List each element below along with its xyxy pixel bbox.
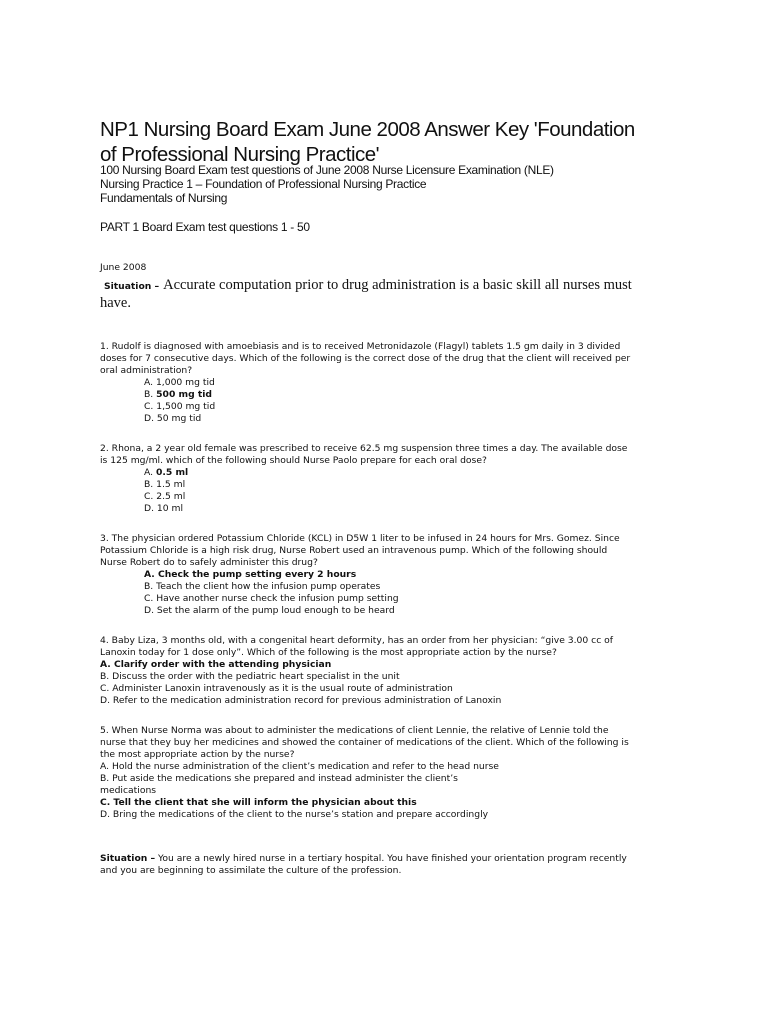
- option-a-answer: A. 0.5 ml: [144, 467, 189, 478]
- question-stem: 4. Baby Liza, 3 months old, with a congenital heart deformity, has an order from her physician: “give 3.00 cc of: [100, 635, 614, 646]
- question-stem: Potassium Chloride is a high risk drug, Nurse Robert used an intravenous pump. Which of the following should: [100, 545, 608, 556]
- question-1: [100, 341, 665, 425]
- option-a-answer: A. Clarify order with the attending physician: [100, 659, 332, 670]
- part-heading: PART 1 Board Exam test questions 1 - 50: [100, 220, 310, 234]
- option-c: C. 2.5 ml: [144, 491, 186, 502]
- question-stem: 1. Rudolf is diagnosed with amoebiasis and is to received Metronidazole (Flagyl) tablets 1.5 gm daily in 3 divided: [100, 341, 621, 352]
- page-title: [100, 117, 700, 167]
- situation-text: Accurate computation prior to drug administration is a basic skill all nurses must: [163, 277, 632, 293]
- option-d: D. Refer to the medication administration record for previous administration of Lanoxin: [100, 695, 502, 706]
- situation-1: [100, 276, 660, 312]
- situation-label: Situation –: [104, 281, 160, 292]
- subtitle-subject: Fundamentals of Nursing: [100, 191, 228, 205]
- situation-text-cont: have.: [100, 295, 131, 311]
- question-3: [100, 533, 665, 617]
- title-line-2: of Professional Nursing Practice': [100, 143, 380, 166]
- question-stem: the most appropriate action by the nurse?: [100, 749, 295, 760]
- option-d: D. 50 mg tid: [144, 413, 202, 424]
- option-c: C. Have another nurse check the infusion pump setting: [144, 593, 399, 604]
- question-stem: Nurse Robert do to safely administer this drug?: [100, 557, 318, 568]
- option-b: B. Discuss the order with the pediatric heart specialist in the unit: [100, 671, 400, 682]
- subtitle-practice: Nursing Practice 1 – Foundation of Professional Nursing Practice: [100, 177, 427, 191]
- option-d: D. 10 ml: [144, 503, 184, 514]
- option-d: D. Set the alarm of the pump loud enough to be heard: [144, 605, 395, 616]
- question-4: [100, 635, 665, 707]
- question-stem: nurse that they buy her medicines and showed the container of medications of the client. Which of the following is: [100, 737, 629, 748]
- option-a-answer: A. Check the pump setting every 2 hours: [144, 569, 357, 580]
- option-b-answer: B. 500 mg tid: [144, 389, 212, 400]
- option-c-answer: C. Tell the client that she will inform the physician about this: [100, 797, 417, 808]
- option-b: B. 1.5 ml: [144, 479, 186, 490]
- question-stem: 3. The physician ordered Potassium Chloride (KCL) in D5W 1 liter to be infused in 24 hours for Mrs. Gomez. Since: [100, 533, 620, 544]
- question-stem: Lanoxin today for 1 dose only”. Which of the following is the most appropriate action by the nurse?: [100, 647, 557, 658]
- title-line-1: NP1 Nursing Board Exam June 2008 Answer Key 'Foundation: [100, 118, 635, 141]
- question-stem: 2. Rhona, a 2 year old female was prescribed to receive 62.5 mg suspension three times a day. The available dose: [100, 443, 628, 454]
- situation-label: Situation –: [100, 853, 156, 864]
- option-b-continued: medications: [100, 785, 157, 796]
- option-d: D. Bring the medications of the client to the nurse’s station and prepare accordingly: [100, 809, 489, 820]
- option-c: C. Administer Lanoxin intravenously as it is the usual route of administration: [100, 683, 453, 694]
- option-c: C. 1,500 mg tid: [144, 401, 216, 412]
- question-stem: oral administration?: [100, 365, 193, 376]
- question-2: [100, 443, 665, 515]
- question-stem: 5. When Nurse Norma was about to administer the medications of client Lennie, the relative of Lennie told the: [100, 725, 609, 736]
- option-a: A. Hold the nurse administration of the client’s medication and refer to the head nurse: [100, 761, 499, 772]
- option-a: A. 1,000 mg tid: [144, 377, 215, 388]
- question-stem: is 125 mg/ml. which of the following should Nurse Paolo prepare for each oral dose?: [100, 455, 487, 466]
- question-5: [100, 725, 665, 821]
- situation-2: [100, 853, 665, 877]
- situation-text: You are a newly hired nurse in a tertiary hospital. You have finished your orientation program recently: [155, 853, 627, 864]
- situation-text-cont: and you are beginning to assimilate the culture of the profession.: [100, 865, 402, 876]
- option-b: B. Teach the client how the infusion pump operates: [144, 581, 381, 592]
- exam-date: June 2008: [100, 262, 147, 273]
- subtitle-exam: 100 Nursing Board Exam test questions of June 2008 Nurse Licensure Examination (NLE): [100, 163, 554, 177]
- answer-highlight: 500 mg tid: [156, 389, 212, 400]
- question-stem: doses for 7 consecutive days. Which of the following is the correct dose of the drug that the client will received per: [100, 353, 631, 364]
- option-b: B. Put aside the medications she prepared and instead administer the client’s: [100, 773, 458, 784]
- answer-highlight: 0.5 ml: [155, 467, 189, 478]
